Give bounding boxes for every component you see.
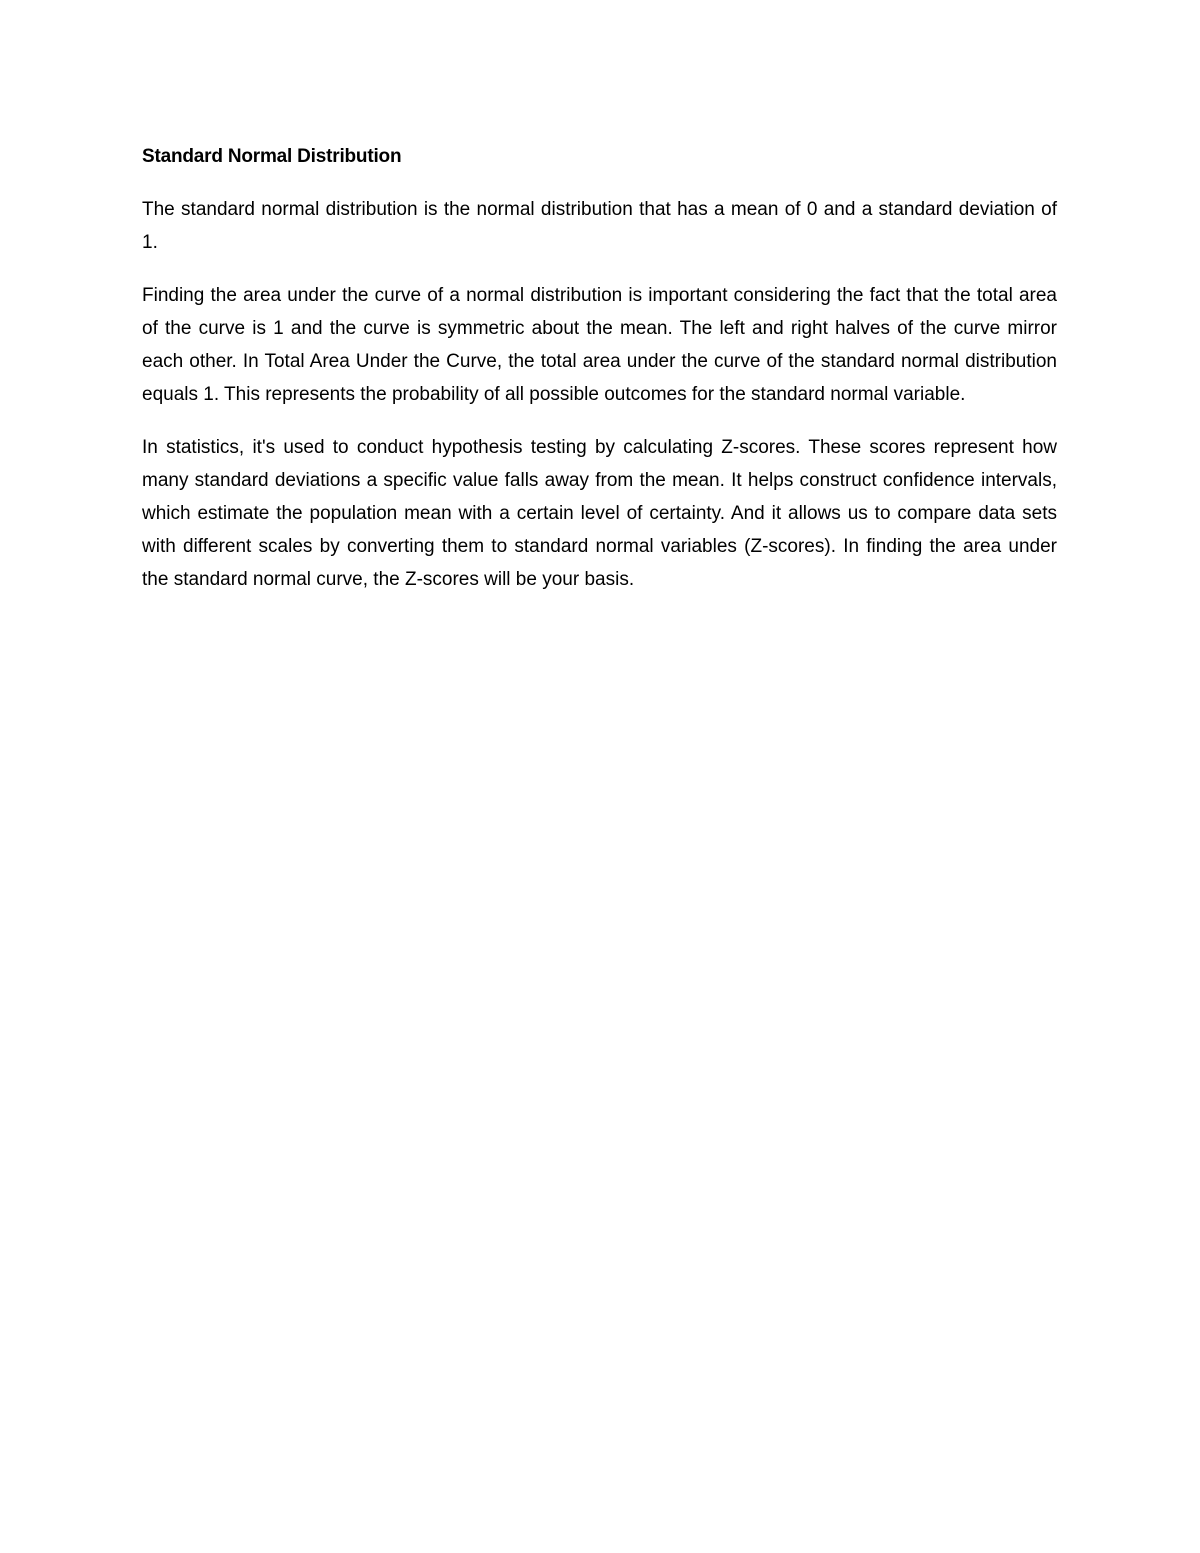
document-body xyxy=(142,140,1057,616)
paragraph-area-under-curve: Finding the area under the curve of a normal distribution is important considering the fact that the total area of the curve is 1 and the curve is symmetric about the mean. The left and right halves of the curve mirror each other. In Total Area Under the Curve, the total area under the curve of the standard normal distribution equals 1. This represents the probability of all possible outcomes for the standard normal variable. xyxy=(142,285,1057,405)
document-title: Standard Normal Distribution xyxy=(142,146,402,167)
paragraph-definition: The standard normal distribution is the normal distribution that has a mean of 0 and a standard deviation of 1. xyxy=(142,199,1057,253)
paragraph-statistics-usage: In statistics, it's used to conduct hypothesis testing by calculating Z-scores. These scores represent how many standard deviations a specific value falls away from the mean. It helps construct confidence intervals, which estimate the population mean with a certain level of certainty. And it allows us to compare data sets with different scales by converting them to standard normal variables (Z-scores). In finding the area under the standard normal curve, the Z-scores will be your basis. xyxy=(142,437,1057,590)
